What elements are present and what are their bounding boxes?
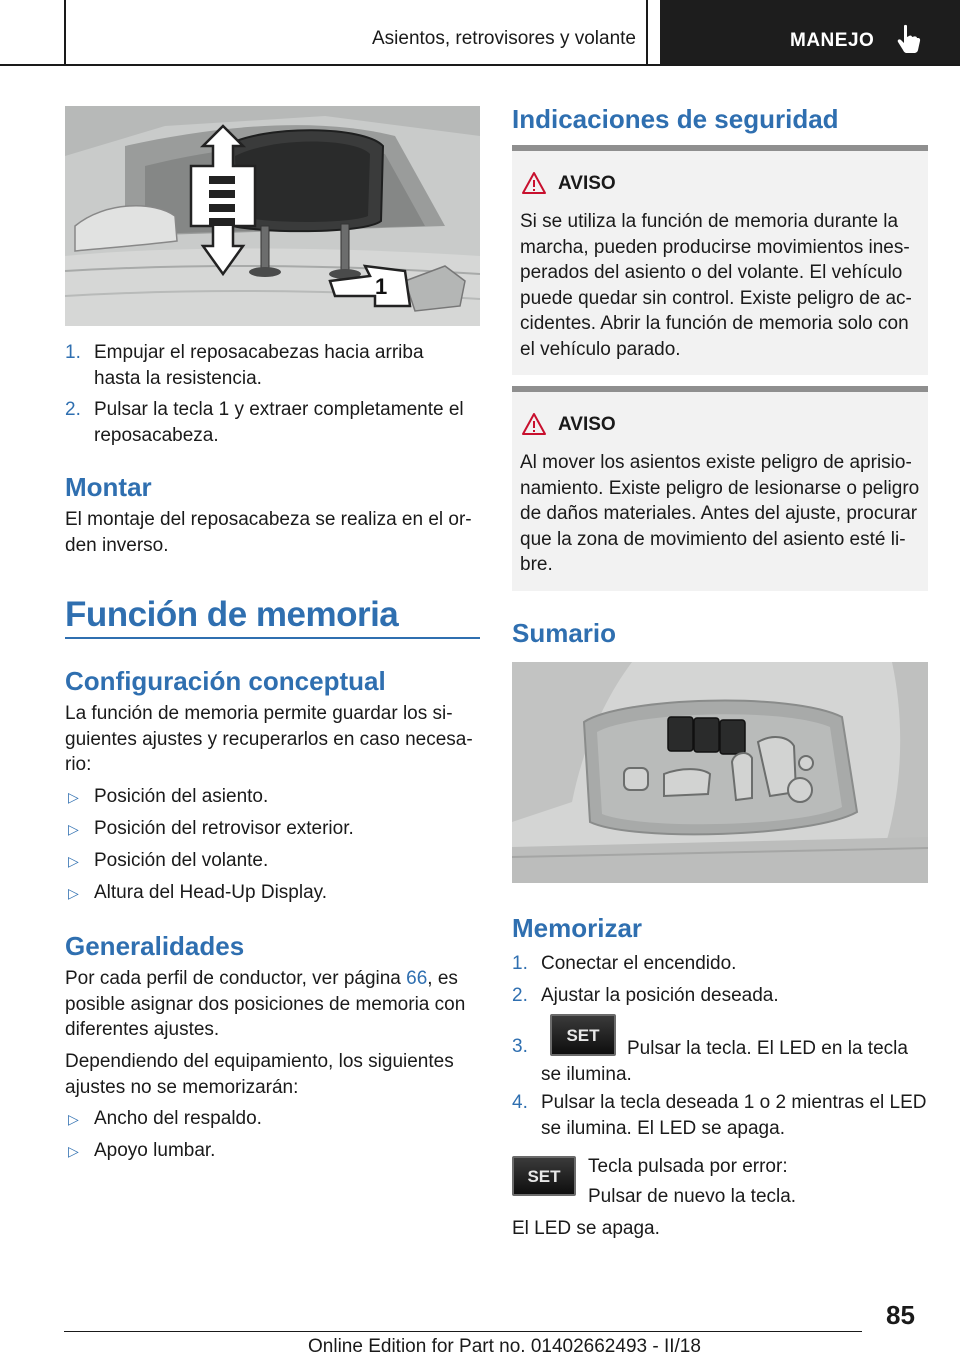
figure-callout-1: 1 (375, 274, 388, 299)
chapter-tab[interactable] (660, 0, 960, 66)
warning-box (512, 386, 928, 591)
list-item (65, 880, 475, 906)
hand-pointer-icon (896, 24, 922, 54)
configuracion-heading: Configuración conceptual (65, 666, 386, 696)
header-rule (0, 64, 960, 66)
step-text: Empujar el reposacabezas hacia arriba hasta la resistencia. (94, 342, 424, 389)
triangle-bullet-icon: ▷ (68, 853, 79, 869)
step-number: 4. (512, 1092, 528, 1113)
header-section-title: Asientos, retrovisores y volante (371, 28, 636, 49)
memorizar-heading: Memorizar (512, 913, 643, 943)
step-number: 1. (65, 342, 81, 363)
generalidades-text-part: , es posible asignar dos posiciones de memoria con diferentes ajustes. (65, 968, 466, 1040)
configuracion-list (65, 784, 475, 912)
funcion-memoria-heading: Función de memoria (65, 595, 399, 634)
step-number: 3. (512, 1036, 528, 1057)
step-number: 2. (65, 399, 81, 420)
generalidades-heading: Generalidades (65, 931, 245, 961)
footer-edition: Online Edition for Part no. 01402662493 - II/18 (308, 1336, 701, 1357)
warning-text: Si se utiliza la función de memoria durante la marcha, pueden producirse movimientos inesperados del asiento o del volante. El vehículo puede quedar sin control. Existe peligro de accidentes. Abrir la función de memoria solo con el vehículo parado. (520, 211, 912, 360)
step-number: 2. (512, 984, 528, 1006)
step-text: Conectar el encendido. (541, 953, 737, 974)
list-item (512, 1090, 928, 1141)
step-text: Ajustar la posición deseada. (541, 984, 779, 1006)
list-item-text: Posición del asiento. (94, 786, 269, 807)
generalidades-text-part: Por cada perfil de conductor, ver página (65, 968, 407, 989)
warning-title: AVISO (558, 173, 616, 194)
seguridad-heading: Indicaciones de seguridad (512, 104, 839, 134)
warning-box (512, 145, 928, 375)
step-text: Pulsar la tecla 1 y extraer completamente el reposacabeza. (94, 399, 464, 446)
list-item (65, 816, 475, 842)
list-item (512, 1014, 928, 1084)
memorizar-steps-cont (512, 1090, 928, 1147)
memorizar-steps (512, 951, 928, 1014)
list-item (65, 340, 475, 391)
warning-triangle-icon (521, 171, 547, 195)
error-line-2: Pulsar de nuevo la tecla. (588, 1186, 797, 1207)
montar-heading: Montar (65, 472, 152, 502)
list-item (512, 983, 928, 1009)
list-item (65, 397, 475, 448)
configuracion-text: La función de memoria permite guardar los siguientes ajustes y recuperarlos en caso necesario: (65, 703, 473, 775)
chapter-tab-label: MANEJO (790, 30, 875, 51)
list-item-text: Apoyo lumbar. (94, 1140, 216, 1161)
final-text: El LED se apaga. (512, 1218, 660, 1239)
list-item-text: Posición del volante. (94, 850, 269, 871)
generalidades-text (65, 966, 477, 1043)
list-item (65, 1138, 475, 1164)
list-item (65, 1106, 475, 1132)
headrest-figure (65, 106, 480, 326)
page-number: 85 (886, 1300, 915, 1330)
seat-controls-figure (512, 662, 928, 883)
list-item (65, 848, 475, 874)
header-section-box (64, 0, 648, 64)
set-button[interactable] (512, 1156, 576, 1196)
warning-title: AVISO (558, 414, 616, 435)
warning-text: Al mover los asientos existe peligro de aprisionamiento. Existe peligro de lesionarse o peligro de daños materiales. Antes del ajuste, procurar que la zona de movimiento del asiento esté libre. (520, 452, 920, 575)
list-item-text: Ancho del respaldo. (94, 1108, 262, 1129)
list-item-text: Altura del Head-Up Display. (94, 882, 328, 903)
set-button-label: SET (566, 1026, 600, 1045)
funcion-memoria-rule (65, 637, 480, 639)
triangle-bullet-icon: ▷ (68, 789, 79, 805)
warning-triangle-icon (521, 412, 547, 436)
list-item-text: Posición del retrovisor exterior. (94, 818, 354, 839)
list-item (512, 951, 928, 977)
montar-text: El montaje del reposacabeza se realiza en el orden inverso. (65, 509, 472, 556)
step-text: Pulsar la tecla. El LED en la tecla se ilumina. (541, 1038, 908, 1085)
error-line-1: Tecla pulsada por error: (588, 1156, 788, 1177)
removal-steps (65, 340, 475, 454)
footer-rule (64, 1331, 862, 1332)
sumario-heading: Sumario (512, 618, 617, 648)
set-button-label: SET (527, 1167, 561, 1186)
triangle-bullet-icon: ▷ (68, 885, 79, 901)
generalidades-text-2: Dependiendo del equipamiento, los siguientes ajustes no se memorizarán: (65, 1051, 454, 1098)
triangle-bullet-icon: ▷ (68, 821, 79, 837)
page-link[interactable]: 66 (406, 968, 428, 989)
triangle-bullet-icon: ▷ (68, 1143, 79, 1159)
generalidades-list (65, 1106, 475, 1170)
triangle-bullet-icon: ▷ (68, 1111, 79, 1127)
step-text: Pulsar la tecla deseada 1 o 2 mientras el LED se ilumina. El LED se apaga. (541, 1092, 927, 1139)
list-item (65, 784, 475, 810)
step-number: 1. (512, 953, 528, 974)
